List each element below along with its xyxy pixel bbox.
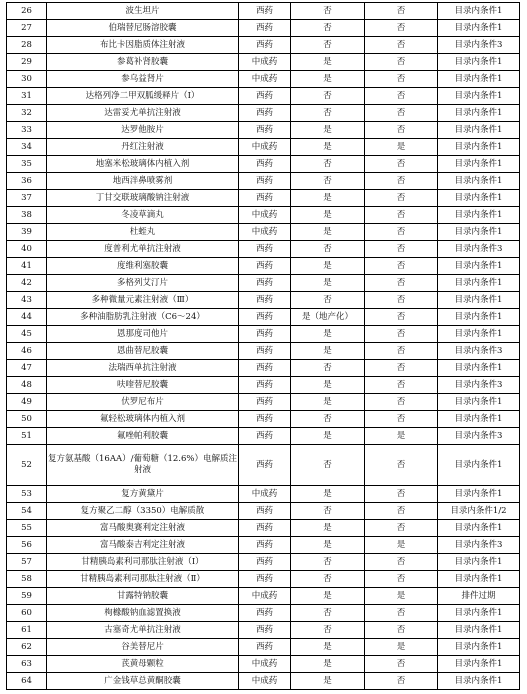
drug-category-cell: 西药 [239, 326, 291, 343]
row-number-cell: 31 [7, 88, 47, 105]
table-row [7, 88, 520, 105]
column-5-cell: 否 [365, 190, 438, 207]
column-5-cell: 是 [365, 428, 438, 445]
drug-category-cell: 中成药 [239, 486, 291, 503]
drug-category-cell: 中成药 [239, 139, 291, 156]
column-4-cell: 否 [291, 605, 365, 622]
catalog-status-cell: 目录内条件1 [438, 520, 520, 537]
row-number-cell: 55 [7, 520, 47, 537]
column-5-cell: 否 [365, 622, 438, 639]
column-5-cell: 否 [365, 520, 438, 537]
column-4-cell: 是 [291, 224, 365, 241]
drug-category-cell: 西药 [239, 173, 291, 190]
row-number-cell: 50 [7, 411, 47, 428]
column-5-cell: 是 [365, 588, 438, 605]
drug-category-cell: 西药 [239, 554, 291, 571]
catalog-status-cell: 目录内条件1 [438, 3, 520, 20]
row-number-cell: 63 [7, 656, 47, 673]
drug-name-cell: 多种微量元素注射液（Ⅲ） [47, 292, 239, 309]
drug-name-cell: 度维利塞胶囊 [47, 258, 239, 275]
drug-category-cell: 西药 [239, 377, 291, 394]
column-5-cell: 否 [365, 258, 438, 275]
column-5-cell: 否 [365, 486, 438, 503]
column-4-cell: 是 [291, 377, 365, 394]
catalog-status-cell: 目录内条件1 [438, 88, 520, 105]
column-5-cell: 否 [365, 377, 438, 394]
table-row [7, 445, 520, 486]
row-number-cell: 45 [7, 326, 47, 343]
catalog-status-cell: 目录内条件1 [438, 122, 520, 139]
column-5-cell: 否 [365, 224, 438, 241]
column-4-cell: 否 [291, 292, 365, 309]
catalog-status-cell: 目录内条件1 [438, 54, 520, 71]
column-4-cell: 否 [291, 571, 365, 588]
column-4-cell: 否 [291, 503, 365, 520]
column-4-cell: 否 [291, 105, 365, 122]
catalog-status-cell: 目录内条件1 [438, 292, 520, 309]
column-5-cell: 是 [365, 537, 438, 554]
catalog-status-cell: 目录内条件1 [438, 156, 520, 173]
row-number-cell: 33 [7, 122, 47, 139]
column-4-cell: 是 [291, 258, 365, 275]
catalog-status-cell: 目录内条件1 [438, 411, 520, 428]
table-row [7, 588, 520, 605]
table-row [7, 207, 520, 224]
drug-name-cell: 呋喹替尼胶囊 [47, 377, 239, 394]
row-number-cell: 51 [7, 428, 47, 445]
table-row [7, 571, 520, 588]
column-5-cell: 否 [365, 207, 438, 224]
drug-name-cell: 达罗他胺片 [47, 122, 239, 139]
catalog-status-cell: 目录内条件1 [438, 20, 520, 37]
drug-category-cell: 西药 [239, 156, 291, 173]
drug-name-cell: 冬凌草滴丸 [47, 207, 239, 224]
column-4-cell: 是 [291, 656, 365, 673]
column-5-cell: 否 [365, 673, 438, 690]
column-4-cell: 是 [291, 326, 365, 343]
drug-category-cell: 西药 [239, 20, 291, 37]
catalog-status-cell: 目录内条件3 [438, 537, 520, 554]
row-number-cell: 26 [7, 3, 47, 20]
column-5-cell: 否 [365, 122, 438, 139]
table-row [7, 639, 520, 656]
column-5-cell: 否 [365, 37, 438, 54]
column-5-cell: 否 [365, 656, 438, 673]
table-row [7, 122, 520, 139]
catalog-status-cell: 目录内条件1/2 [438, 503, 520, 520]
column-5-cell: 否 [365, 605, 438, 622]
row-number-cell: 61 [7, 622, 47, 639]
table-row [7, 241, 520, 258]
drug-category-cell: 西药 [239, 292, 291, 309]
column-4-cell: 否 [291, 445, 365, 486]
column-4-cell: 否 [291, 20, 365, 37]
drug-category-cell: 西药 [239, 622, 291, 639]
table-row [7, 605, 520, 622]
catalog-status-cell: 目录内条件1 [438, 571, 520, 588]
column-4-cell: 是 [291, 520, 365, 537]
drug-name-cell: 甘精胰岛素利司那肽注射液（Ⅰ） [47, 554, 239, 571]
catalog-status-cell: 目录内条件1 [438, 224, 520, 241]
row-number-cell: 27 [7, 20, 47, 37]
catalog-status-cell: 目录内条件1 [438, 394, 520, 411]
table-row [7, 537, 520, 554]
table-row [7, 622, 520, 639]
drug-name-cell: 参葛补肾胶囊 [47, 54, 239, 71]
table-row [7, 54, 520, 71]
table-row [7, 673, 520, 690]
catalog-status-cell: 目录内条件1 [438, 605, 520, 622]
table-row [7, 139, 520, 156]
catalog-status-cell: 目录内条件1 [438, 105, 520, 122]
column-4-cell: 是 [291, 343, 365, 360]
column-4-cell: 否 [291, 88, 365, 105]
catalog-status-cell: 目录内条件1 [438, 622, 520, 639]
table-row [7, 173, 520, 190]
drug-category-cell: 西药 [239, 37, 291, 54]
drug-name-cell: 氟唑帕利胶囊 [47, 428, 239, 445]
drug-category-cell: 中成药 [239, 588, 291, 605]
drug-category-cell: 西药 [239, 309, 291, 326]
table-row [7, 258, 520, 275]
column-4-cell: 是 [291, 588, 365, 605]
catalog-status-cell: 目录内条件1 [438, 326, 520, 343]
table-row [7, 377, 520, 394]
row-number-cell: 48 [7, 377, 47, 394]
drug-category-cell: 西药 [239, 88, 291, 105]
table-row [7, 292, 520, 309]
drug-name-cell: 氟轻松玻璃体内植入剂 [47, 411, 239, 428]
drug-category-cell: 西药 [239, 190, 291, 207]
column-5-cell: 否 [365, 3, 438, 20]
column-5-cell: 否 [365, 343, 438, 360]
row-number-cell: 46 [7, 343, 47, 360]
drug-name-cell: 波生坦片 [47, 3, 239, 20]
drug-name-cell: 参乌益肾片 [47, 71, 239, 88]
row-number-cell: 28 [7, 37, 47, 54]
catalog-status-cell: 目录内条件1 [438, 360, 520, 377]
drug-table-page [6, 2, 519, 690]
table-row [7, 394, 520, 411]
catalog-status-cell: 目录内条件3 [438, 37, 520, 54]
catalog-status-cell: 目录内条件1 [438, 309, 520, 326]
column-4-cell: 是 [291, 139, 365, 156]
row-number-cell: 47 [7, 360, 47, 377]
column-4-cell: 否 [291, 173, 365, 190]
drug-name-cell: 丁甘交联玻璃酸钠注射液 [47, 190, 239, 207]
row-number-cell: 58 [7, 571, 47, 588]
column-4-cell: 否 [291, 360, 365, 377]
drug-category-cell: 中成药 [239, 71, 291, 88]
row-number-cell: 36 [7, 173, 47, 190]
drug-category-cell: 中成药 [239, 673, 291, 690]
drug-category-cell: 西药 [239, 639, 291, 656]
drug-name-cell: 富马酸奥赛利定注射液 [47, 520, 239, 537]
drug-category-cell: 西药 [239, 343, 291, 360]
drug-name-cell: 谷美替尼片 [47, 639, 239, 656]
drug-category-cell: 西药 [239, 122, 291, 139]
table-row [7, 554, 520, 571]
drug-category-cell: 中成药 [239, 224, 291, 241]
drug-category-cell: 西药 [239, 520, 291, 537]
drug-category-cell: 西药 [239, 105, 291, 122]
drug-category-cell: 中成药 [239, 54, 291, 71]
column-5-cell: 否 [365, 71, 438, 88]
drug-category-cell: 中成药 [239, 207, 291, 224]
column-5-cell: 否 [365, 554, 438, 571]
catalog-status-cell: 目录内条件1 [438, 445, 520, 486]
catalog-status-cell: 目录内条件1 [438, 639, 520, 656]
column-5-cell: 否 [365, 445, 438, 486]
row-number-cell: 35 [7, 156, 47, 173]
drug-name-cell: 伏罗尼布片 [47, 394, 239, 411]
drug-name-cell: 度普利尤单抗注射液 [47, 241, 239, 258]
column-4-cell: 否 [291, 3, 365, 20]
table-row [7, 37, 520, 54]
row-number-cell: 44 [7, 309, 47, 326]
column-4-cell: 否 [291, 554, 365, 571]
drug-name-cell: 恩曲替尼胶囊 [47, 343, 239, 360]
table-row [7, 360, 520, 377]
row-number-cell: 59 [7, 588, 47, 605]
drug-category-cell: 西药 [239, 445, 291, 486]
column-5-cell: 否 [365, 292, 438, 309]
column-4-cell: 否 [291, 241, 365, 258]
column-4-cell: 是 [291, 639, 365, 656]
column-5-cell: 否 [365, 20, 438, 37]
catalog-status-cell: 目录内条件1 [438, 673, 520, 690]
drug-name-cell: 芪黄母颗粒 [47, 656, 239, 673]
drug-category-cell: 西药 [239, 275, 291, 292]
row-number-cell: 52 [7, 445, 47, 486]
drug-name-cell: 甘精胰岛素利司那肽注射液（Ⅱ） [47, 571, 239, 588]
row-number-cell: 54 [7, 503, 47, 520]
drug-category-cell: 西药 [239, 360, 291, 377]
drug-name-cell: 布比卡因脂质体注射液 [47, 37, 239, 54]
table-row [7, 105, 520, 122]
catalog-status-cell: 目录内条件3 [438, 428, 520, 445]
catalog-status-cell: 目录内条件1 [438, 554, 520, 571]
drug-name-cell: 广金钱草总黄酮胶囊 [47, 673, 239, 690]
row-number-cell: 56 [7, 537, 47, 554]
column-4-cell: 是 [291, 275, 365, 292]
row-number-cell: 57 [7, 554, 47, 571]
column-4-cell: 是 [291, 71, 365, 88]
catalog-status-cell: 目录内条件1 [438, 258, 520, 275]
column-5-cell: 否 [365, 360, 438, 377]
column-5-cell: 否 [365, 173, 438, 190]
row-number-cell: 30 [7, 71, 47, 88]
drug-name-cell: 甘露特钠胶囊 [47, 588, 239, 605]
row-number-cell: 39 [7, 224, 47, 241]
column-4-cell: 是 [291, 394, 365, 411]
table-row [7, 309, 520, 326]
column-4-cell: 是 [291, 428, 365, 445]
drug-category-cell: 西药 [239, 258, 291, 275]
drug-name-cell: 复方黄黛片 [47, 486, 239, 503]
drug-category-cell: 西药 [239, 394, 291, 411]
drug-name-cell: 丹红注射液 [47, 139, 239, 156]
row-number-cell: 49 [7, 394, 47, 411]
table-row [7, 20, 520, 37]
drug-name-cell: 多种油脂肪乳注射液（C6～24） [47, 309, 239, 326]
catalog-status-cell: 目录内条件1 [438, 656, 520, 673]
table-row [7, 503, 520, 520]
column-4-cell: 是 [291, 486, 365, 503]
table-row [7, 156, 520, 173]
drug-category-cell: 西药 [239, 537, 291, 554]
drug-list-table [6, 2, 520, 690]
drug-name-cell: 复方氨基酸（16AA）/葡萄糖（12.6%）电解质注射液 [47, 445, 239, 486]
row-number-cell: 41 [7, 258, 47, 275]
drug-name-cell: 多格列艾汀片 [47, 275, 239, 292]
column-5-cell: 否 [365, 309, 438, 326]
drug-table-body [7, 3, 520, 690]
drug-name-cell: 地塞米松玻璃体内植入剂 [47, 156, 239, 173]
column-4-cell: 是 [291, 537, 365, 554]
table-row [7, 411, 520, 428]
drug-name-cell: 富马酸泰吉利定注射液 [47, 537, 239, 554]
catalog-status-cell: 目录内条件3 [438, 343, 520, 360]
drug-category-cell: 西药 [239, 3, 291, 20]
row-number-cell: 29 [7, 54, 47, 71]
table-row [7, 275, 520, 292]
row-number-cell: 34 [7, 139, 47, 156]
column-4-cell: 否 [291, 37, 365, 54]
column-4-cell: 是 [291, 122, 365, 139]
table-row [7, 428, 520, 445]
column-4-cell: 是（地产化） [291, 309, 365, 326]
catalog-status-cell: 目录内条件3 [438, 241, 520, 258]
drug-category-cell: 西药 [239, 428, 291, 445]
row-number-cell: 60 [7, 605, 47, 622]
catalog-status-cell: 目录内条件1 [438, 139, 520, 156]
table-row [7, 520, 520, 537]
drug-name-cell: 古塞奇尤单抗注射液 [47, 622, 239, 639]
drug-category-cell: 西药 [239, 571, 291, 588]
column-5-cell: 否 [365, 571, 438, 588]
column-5-cell: 否 [365, 54, 438, 71]
drug-category-cell: 西药 [239, 411, 291, 428]
column-5-cell: 否 [365, 105, 438, 122]
row-number-cell: 62 [7, 639, 47, 656]
table-row [7, 656, 520, 673]
catalog-status-cell: 目录内条件1 [438, 190, 520, 207]
drug-name-cell: 伯瑞替尼肠溶胶囊 [47, 20, 239, 37]
column-5-cell: 否 [365, 503, 438, 520]
row-number-cell: 64 [7, 673, 47, 690]
column-5-cell: 否 [365, 326, 438, 343]
column-4-cell: 是 [291, 673, 365, 690]
table-row [7, 224, 520, 241]
table-row [7, 3, 520, 20]
drug-name-cell: 法瑞西单抗注射液 [47, 360, 239, 377]
column-4-cell: 是 [291, 207, 365, 224]
column-4-cell: 否 [291, 622, 365, 639]
row-number-cell: 40 [7, 241, 47, 258]
catalog-status-cell: 目录内条件3 [438, 377, 520, 394]
drug-category-cell: 西药 [239, 503, 291, 520]
catalog-status-cell: 目录内条件1 [438, 275, 520, 292]
drug-name-cell: 达雷妥尤单抗注射液 [47, 105, 239, 122]
row-number-cell: 43 [7, 292, 47, 309]
column-5-cell: 是 [365, 139, 438, 156]
column-5-cell: 否 [365, 241, 438, 258]
catalog-status-cell: 目录内条件1 [438, 486, 520, 503]
column-4-cell: 否 [291, 156, 365, 173]
drug-category-cell: 西药 [239, 241, 291, 258]
row-number-cell: 32 [7, 105, 47, 122]
column-5-cell: 否 [365, 156, 438, 173]
drug-name-cell: 达格列净二甲双胍缓释片（Ⅰ） [47, 88, 239, 105]
drug-name-cell: 枸橼酸钠血滤置换液 [47, 605, 239, 622]
drug-category-cell: 中成药 [239, 656, 291, 673]
drug-name-cell: 复方聚乙二醇（3350）电解质散 [47, 503, 239, 520]
drug-name-cell: 恩那度司他片 [47, 326, 239, 343]
drug-name-cell: 杜蛭丸 [47, 224, 239, 241]
row-number-cell: 38 [7, 207, 47, 224]
catalog-status-cell: 排件过期 [438, 588, 520, 605]
table-row [7, 343, 520, 360]
table-row [7, 71, 520, 88]
drug-category-cell: 西药 [239, 605, 291, 622]
column-4-cell: 否 [291, 411, 365, 428]
table-row [7, 326, 520, 343]
column-5-cell: 否 [365, 88, 438, 105]
column-4-cell: 是 [291, 190, 365, 207]
table-row [7, 486, 520, 503]
column-5-cell: 否 [365, 275, 438, 292]
catalog-status-cell: 目录内条件1 [438, 207, 520, 224]
row-number-cell: 37 [7, 190, 47, 207]
table-row [7, 190, 520, 207]
column-5-cell: 否 [365, 394, 438, 411]
catalog-status-cell: 目录内条件1 [438, 71, 520, 88]
catalog-status-cell: 目录内条件1 [438, 173, 520, 190]
column-5-cell: 否 [365, 411, 438, 428]
column-5-cell: 是 [365, 639, 438, 656]
drug-name-cell: 地西泮鼻喷雾剂 [47, 173, 239, 190]
column-4-cell: 是 [291, 54, 365, 71]
row-number-cell: 42 [7, 275, 47, 292]
row-number-cell: 53 [7, 486, 47, 503]
